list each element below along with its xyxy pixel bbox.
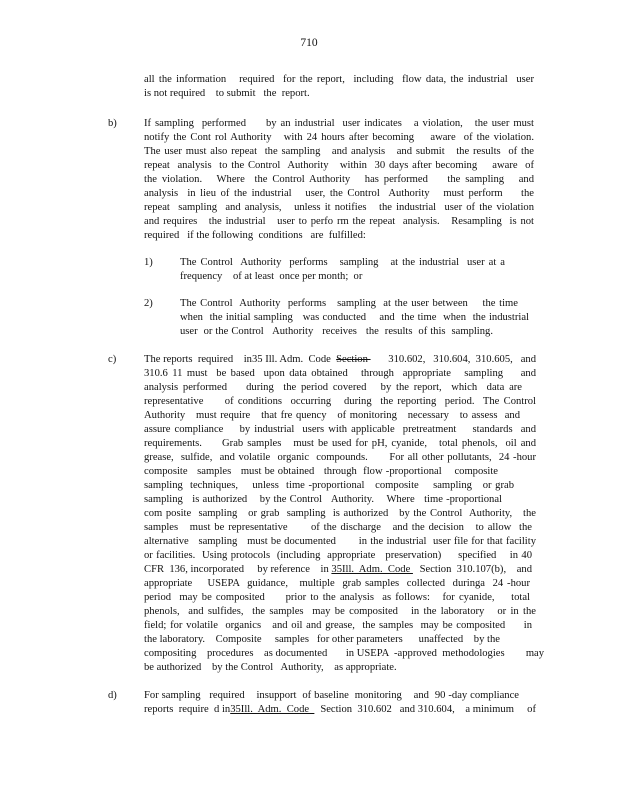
item-c-line: the laboratory. Composite samples for other parameters unaffected by the [144,634,500,645]
item-b-line: analysis in lieu of the industrial user, the Control Authority must perform the [144,188,534,199]
item-c-line: requirements. Grab samples must be used for pH, cyanide, total phenols, oil and [144,438,536,449]
item-c-line: sampling is authorized by the Control Authority. Where time -proportional [144,494,502,505]
item-b-line: If sampling performed by an industrial user indicates a violation, the user must [144,118,534,129]
item-b-line: The user must also repeat the sampling and analysis and submit the results of the [144,146,534,157]
item-b-label: b) [108,118,117,129]
item-c-line: Authority must require that fre quency of monitoring necessary to assess and [144,410,520,421]
c-text: Section 310.107(b), and [414,564,532,575]
item-b2-line: The Control Authority performs sampling at the user between the time [180,298,518,309]
item-c-line: representative of conditions occurring during the reporting period. The Control [144,396,536,407]
item-c-line: compositing procedures as documented in USEPA -approved methodologies may [144,648,545,659]
item-b2-line: when the initial sampling was conducted and the time when the industrial [180,312,529,323]
item-c-line: alternative sampling must be documented in the industrial user file for that facility [144,536,536,547]
item-b-line: required if the following conditions are fulfilled: [144,230,366,241]
d-text: reports require d in [144,704,231,715]
page-number: 710 [300,37,318,49]
item-c-line: or facilities. Using protocols (including appropriate preservation) specified in 40 [144,550,532,561]
item-b1-label: 1) [144,257,153,268]
c-underlined-citation: 35Ill. Adm. Code [331,564,413,575]
item-b1-line: The Control Authority performs sampling at the industrial user at a [180,257,505,268]
c-text: CFR 136, incorporated by reference in [144,564,332,575]
item-c-line: field; for volatile organics and oil and grease, the samples may be composited in [144,620,532,631]
item-c-line [144,563,532,577]
item-b2-label: 2) [144,298,153,309]
item-c-line: analysis performed during the period covered by the report, which data are [144,382,522,393]
item-c-line: grease, sulfide, and volatile organic compounds. For all other pollutants, 24 -hour [144,452,536,463]
item-c-line: 310.6 11 must be based upon data obtained through appropriate sampling and [144,368,536,379]
item-d-line [144,703,536,717]
item-b-line: notify the Cont rol Authority with 24 hours after becoming aware of the violation. [144,132,534,143]
item-c-label: c) [108,354,117,365]
item-c-line: com posite sampling or grab sampling is authorized by the Control Authority, the [144,508,536,519]
item-c-line: be authorized by the Control Authority, as appropriate. [144,662,397,673]
item-b1-line: frequency of at least once per month; or [180,271,363,282]
item-b-line: the violation. Where the Control Authority has performed the sampling and [144,174,534,185]
c-struck-text: Section [336,354,371,365]
intro-line: all the information required for the report, including flow data, the industrial user [144,74,534,85]
item-d-line: For sampling required insupport of baseline monitoring and 90 -day compliance [144,690,519,701]
d-text: Section 310.602 and 310.604, a minimum of [315,704,536,715]
item-c-line: assure compliance by industrial users with applicable pretreatment standards and [144,424,536,435]
c-text: The reports required in35 Ill. Adm. Code [144,354,337,365]
item-c-line [144,353,536,367]
item-b2-line: user or the Control Authority receives the results of this sampling. [180,326,493,337]
item-b-line: repeat analysis to the Control Authority within 30 days after becoming aware of [144,160,534,171]
item-c-line: composite samples must be obtained through flow -proportional composite [144,466,498,477]
item-c-line: period may be composited prior to the analysis as follows: for cyanide, total [144,592,530,603]
d-underlined-citation: 35Ill. Adm. Code [230,704,315,715]
item-c-line: appropriate USEPA guidance, multiple grab samples collected duringa 24 -hour [144,578,530,589]
item-b-line: and requires the industrial user to perfo rm the repeat analysis. Resampling is not [144,216,534,227]
intro-line: is not required to submit the report. [144,88,310,99]
item-d-label: d) [108,690,117,701]
item-b-line: repeat sampling and analysis, unless it notifies the industrial user of the violation [144,202,534,213]
c-text: 310.602, 310.604, 310.605, and [388,354,536,365]
item-c-line: phenols, and sulfides, the samples may be composited in the laboratory or in the [144,606,536,617]
item-c-line: sampling techniques, unless time -proportional composite sampling or grab [144,480,514,491]
item-c-line: samples must be representative of the discharge and the decision to allow the [144,522,532,533]
